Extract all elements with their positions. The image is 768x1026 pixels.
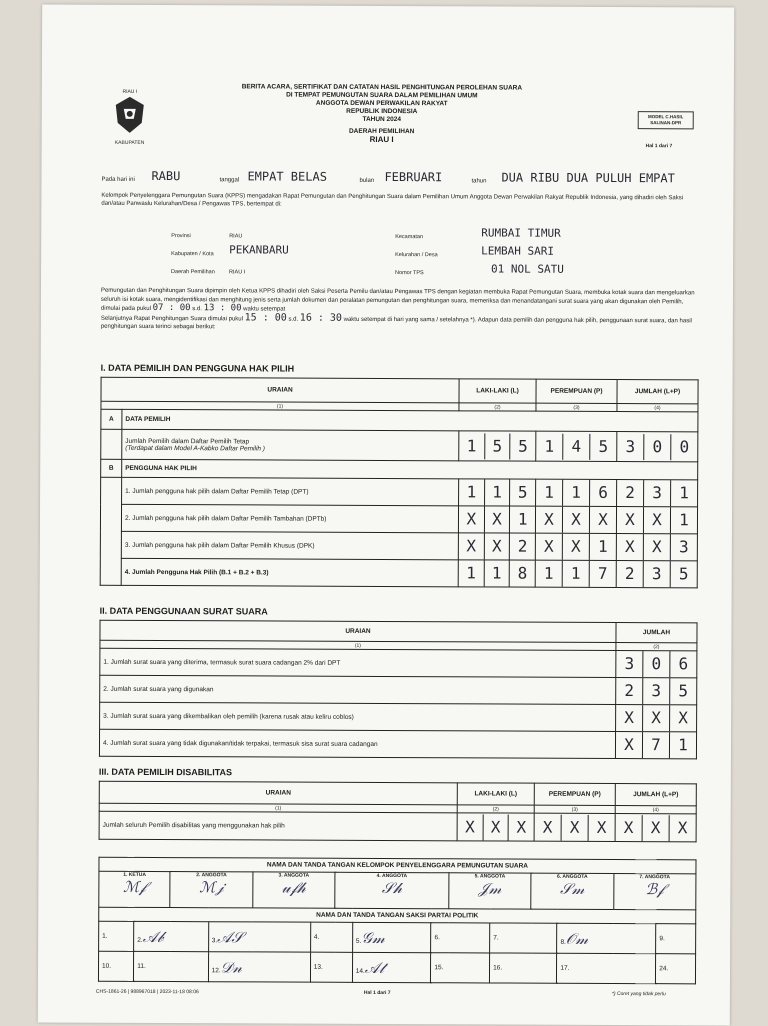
section-1-title: I. DATA PEMILIH DAN PENGGUNA HAK PILIH <box>100 362 295 374</box>
signature-kpps-2: ℳ𝒿 <box>199 878 224 897</box>
handwritten-digit: 7 <box>589 561 616 587</box>
handwritten-digit: 6 <box>669 651 696 677</box>
handwritten-digit: 1 <box>509 507 535 533</box>
handwritten-digit: X <box>624 708 634 728</box>
handwritten-digit: 7 <box>642 732 669 758</box>
signature-kpps-7: ℬ𝒻 <box>645 880 664 899</box>
handwritten-digit: 3 <box>670 534 697 560</box>
signature-saksi-3: 𝒜𝒮 <box>217 927 244 946</box>
handwritten-digit: 6 <box>589 480 616 506</box>
handwritten-digit: 2 <box>625 483 635 503</box>
table-row: 3. Jumlah pengguna hak pilih dalam Daftar Pemilih Khusus (DPK) X X 2 X X 1 X X 3 <box>100 531 697 561</box>
handwritten-digit: 1 <box>589 534 616 560</box>
process-text: Pemungutan dan Penghitungan Suara dipimpin oleh Ketua KPPS dihadiri oleh Saksi Peserta Pemilu dan/atau Pengawas TPS dengan kegiatan membuka Rapat Pemungutan Suara, membuka kotak suara dan mengeluarkan seluruh isi kotak suara, mengidentifikasi dan menghitung jenis serta jumlah dokumen dan peralatan pemungutan dan penghitungan suara, memeriksa dan menandatangani surat suara yang akan digunakan oleh Pemilih, dimulai pada pukul 07 : 00 s.d. 13 : 00 waktu setempat Selanjutnya Rapat Penghitungan Suara dimulai pukul 15 : 00 s.d. 16 : 30 waktu setempat di hari yang sama / setelahnya *). Adapun data pemilih dan pengguna hak pilih, penggunaan surat suara, dan hasil penghitungan suara terinci sebagai berikut: <box>100 287 695 331</box>
handwritten-digit: 5 <box>509 480 535 506</box>
table-row: 4. Jumlah surat suara yang tidak digunakan/tidak terpakai, termasuk sisa surat suara cadangan X 7 1 <box>99 729 696 759</box>
date-value: EMPAT BELAS <box>247 169 327 184</box>
signature-kpps-1: ℳ𝒻 <box>123 877 146 896</box>
handwritten-digit: X <box>624 735 634 755</box>
table-row: 2. Jumlah surat suara yang digunakan 2 3 5 <box>100 675 697 705</box>
handwritten-digit: X <box>466 536 477 556</box>
handwritten-digit: X <box>561 814 588 840</box>
signature-saksi-14: 𝒜𝓉 <box>364 958 385 977</box>
logo-bottom-text: KABUPATEN <box>114 139 145 146</box>
handwritten-digit: 1 <box>543 563 554 583</box>
model-badge: MODEL C.HASIL SALINAN-DPR <box>638 111 694 129</box>
handwritten-digit: 8 <box>509 561 535 587</box>
handwritten-digit: X <box>542 817 553 837</box>
footer-note: *) Coret yang tidak perlu <box>611 990 666 998</box>
handwritten-digit: 3 <box>625 436 636 456</box>
handwritten-digit: X <box>624 537 635 557</box>
saksi-row-1: 1. 2.𝒜𝒷 3.𝒜𝒮 4. 5.𝒢𝓂 6. 7. 8.𝒪𝓂 9. <box>99 921 696 954</box>
handwritten-digit: 2 <box>624 681 635 701</box>
signature-saksi-5: 𝒢𝓂 <box>361 928 385 947</box>
footer-page: Hal 1 dari 7 <box>363 989 391 997</box>
handwritten-digit: 3 <box>643 561 670 587</box>
section-3-table: URAIAN LAKI-LAKI (L) PEREMPUAN (P) JUMLAH (L+P) (1) (2) (3) (4) Jumlah seluruh Pemilih disabilitas yang menggunakan hak pilih X X X X X X X X X <box>99 781 697 843</box>
handwritten-digit: 3 <box>643 480 670 506</box>
handwritten-digit: X <box>669 705 696 731</box>
handwritten-digit: X <box>623 817 634 837</box>
handwritten-digit: 5 <box>589 433 616 459</box>
handwritten-digit: 0 <box>642 651 669 677</box>
handwritten-digit: X <box>543 536 554 556</box>
signature-table: NAMA DAN TANDA TANGAN KELOMPOK PENYELENGGARA PEMUNGUTAN SUARA 1. KETUA ℳ𝒻 2. ANGGOTA ℳ𝒿 3. ANGGOTA 𝓊𝒻𝒽 4. ANGGOTA 𝒮𝒽 5. ANGGOTA 𝒥𝓂 6. ANGGOTA 𝒮𝓂 7. ANGGOTA ℬ𝒻 NAMA DAN TANDA TANGAN SAKSI PARTAI POLITIK 1. 2.𝒜𝒷 3.𝒜𝒮 4. 5.𝒢𝓂 6. 7. 8.𝒪𝓂 9. 10. 11. 12.𝒟𝓃 13. 14.𝒜𝓉 15. 16. 17. 24. <box>98 857 697 985</box>
handwritten-digit: 5 <box>510 433 536 459</box>
handwritten-digit: 1 <box>562 561 589 587</box>
section-1-table: URAIAN LAKI-LAKI (L) PEREMPUAN (P) JUMLAH (L+P) (1) (2) (3) (4) A DATA PEMILIH Jumlah Pemilih dalam Daftar Pemilih Tetap (Terdapat dalam Model A-Kabko Daftar Pemilih ) 1 5 5 1 4 5 3 0 0 B PENGGUNA HAK PILIH 1. Jumlah pengguna hak pilih dalam Daftar Pemilih Tetap (DPT) 1 1 5 1 1 6 2 3 1 2. Jumlah pengguna hak pilih dalam Daftar Pemilih Tambahan (DPTb) X X 1 X X X X X 1 3. Jumlah pengguna hak pilih dalam Daftar Pemilih Khusus (DPK) X X 2 X X 1 X X 3 4. Jumlah Pengguna Hak Pilih (B.1 + B.2 + B.3) 1 1 8 1 1 7 2 3 5 <box>100 377 699 589</box>
handwritten-digit: X <box>562 507 589 533</box>
kpu-logo <box>112 89 148 145</box>
handwritten-digit: X <box>544 509 554 529</box>
intro-text: Kelompok Penyelenggara Pemungutan Suara (KPPS) mengadakan Rapat Pemungutan dan Penghitungan Suara dalam Pemilihan Umum Anggota Dewan Perwakilan Rakyat Republik Indonesia, yang dihadiri oleh Saksi dan/atau Panwaslu Kelurahan/Desa / Pengawas TPS, bertempat di: <box>101 192 684 208</box>
handwritten-digit: 1 <box>544 436 555 456</box>
handwritten-digit: 1 <box>483 560 509 586</box>
handwritten-digit: 1 <box>466 482 477 502</box>
handwritten-digit: X <box>482 814 508 840</box>
handwritten-digit: X <box>483 533 509 559</box>
handwritten-digit: X <box>465 816 475 836</box>
handwritten-digit: X <box>466 509 477 529</box>
signature-kpps-4: 𝒮𝒽 <box>381 878 403 898</box>
day-value: RABU <box>151 168 181 184</box>
table-row: Jumlah Pemilih dalam Daftar Pemilih Tetap (Terdapat dalam Model A-Kabko Daftar Pemilih ) 1 5 5 1 4 5 3 0 0 <box>101 429 698 462</box>
signature-kpps-5: 𝒥𝓂 <box>478 879 502 898</box>
table-row: 2. Jumlah pengguna hak pilih dalam Daftar Pemilih Tambahan (DPTb) X X 1 X X X X X 1 <box>100 504 697 534</box>
handwritten-digit: X <box>508 814 534 840</box>
date-line: Pada hari ini RABU tanggal EMPAT BELAS bulan FEBRUARI tahun DUA RIBU DUA PULUH EMPAT <box>101 168 675 186</box>
handwritten-digit: 1 <box>670 480 697 506</box>
location-block: Provinsi RIAU Kabupaten / Kota PEKANBARU Daerah Pemilihan RIAU I Kecamatan RUMBAI TIMUR Kelurahan / Desa LEMBAH SARI Nomor TPS 01 NOL SATU <box>171 226 564 277</box>
section-2-title: II. DATA PENGGUNAAN SURAT SUARA <box>99 605 268 617</box>
table-row: 3. Jumlah surat suara yang dikembalikan oleh pemilih (karena rusak atau keliru coblos) X X X <box>100 702 697 732</box>
handwritten-digit: X <box>643 534 670 560</box>
handwritten-digit: 2 <box>624 564 635 584</box>
handwritten-digit: X <box>642 705 669 731</box>
signature-kpps-6: 𝒮𝓂 <box>560 879 585 898</box>
signature-saksi-12: 𝒟𝓃 <box>220 957 242 976</box>
garuda-emblem-icon <box>112 95 148 135</box>
signature-saksi-8: 𝒪𝓂 <box>565 929 589 948</box>
handwritten-digit: 1 <box>484 479 510 505</box>
handwritten-digit: X <box>589 507 616 533</box>
kpps-signature-row: 1. KETUA ℳ𝒻 2. ANGGOTA ℳ𝒿 3. ANGGOTA 𝓊𝒻𝒽 4. ANGGOTA 𝒮𝒽 5. ANGGOTA 𝒥𝓂 6. ANGGOTA 𝒮𝓂 7. ANGGOTA ℬ𝒻 <box>99 871 696 910</box>
handwritten-digit: 5 <box>484 433 510 459</box>
signature-saksi-2: 𝒜𝒷 <box>142 927 164 946</box>
signature-kpps-3: 𝓊𝒻𝒽 <box>281 878 306 897</box>
table-row: Jumlah seluruh Pemilih disabilitas yang menggunakan hak pilih X X X X X X X X X <box>99 811 696 842</box>
handwritten-digit: X <box>642 815 669 841</box>
handwritten-digit: 1 <box>669 732 696 758</box>
handwritten-digit: 0 <box>670 434 697 460</box>
table-row: 4. Jumlah Pengguna Hak Pilih (B.1 + B.2 + B.3) 1 1 8 1 1 7 2 3 5 <box>100 558 697 588</box>
handwritten-digit: 1 <box>562 480 589 506</box>
handwritten-digit: 3 <box>624 654 635 674</box>
document-title: BERITA ACARA, SERTIFIKAT DAN CATATAN HASIL PENGHITUNGAN PEROLEHAN SUARA DI TEMPAT PEMUNGUTAN SUARA DALAM PEMILIHAN UMUM ANGGOTA DEWAN PERWAKILAN RAKYAT REPUBLIK INDONESIA TAHUN 2024 DAERAH PEMILIHAN RIAU I <box>241 83 523 145</box>
handwritten-digit: X <box>625 510 635 530</box>
handwritten-digit: 5 <box>670 561 697 587</box>
saksi-row-2: 10. 11. 12.𝒟𝓃 13. 14.𝒜𝓉 15. 16. 17. 24. <box>98 951 695 984</box>
handwritten-digit: 1 <box>670 507 697 533</box>
handwritten-digit: 1 <box>466 435 477 455</box>
handwritten-digit: 2 <box>509 534 535 560</box>
handwritten-digit: 0 <box>643 434 670 460</box>
section-2-table: URAIAN JUMLAH (1) (2) 1. Jumlah surat suara yang diterima, termasuk surat suara cadangan 2% dari DPT 3 0 6 2. Jumlah surat suara yang digunakan 2 3 5 3. Jumlah surat suara yang dikembalikan oleh pemilih (karena rusak atau keliru coblos) X X X 4. Jumlah surat suara yang tidak digunakan/tidak terpakai, termasuk sisa surat suara cadangan X 7 1 <box>99 620 698 760</box>
handwritten-digit: X <box>484 506 510 532</box>
table-row: 1. Jumlah pengguna hak pilih dalam Daftar Pemilih Tetap (DPT) 1 1 5 1 1 6 2 3 1 <box>101 477 698 507</box>
handwritten-digit: X <box>643 507 670 533</box>
page-counter-top: Hal 1 dari 7 <box>645 143 673 150</box>
handwritten-digit: 3 <box>642 678 669 704</box>
handwritten-digit: X <box>588 814 615 840</box>
logo-top-text: RIAU I <box>122 88 138 95</box>
handwritten-digit: X <box>669 815 696 841</box>
form-sheet <box>38 4 734 1025</box>
month-value: FEBRUARI <box>384 169 443 185</box>
section-3-title: III. DATA PEMILIH DISABILITAS <box>98 766 233 778</box>
handwritten-digit: X <box>562 534 589 560</box>
handwritten-digit: 4 <box>562 433 589 459</box>
handwritten-digit: 1 <box>466 563 476 583</box>
year-value: DUA RIBU DUA PULUH EMPAT <box>501 170 675 186</box>
table-row: 1. Jumlah surat suara yang diterima, termasuk surat suara cadangan 2% dari DPT 3 0 6 <box>100 648 697 678</box>
handwritten-digit: 1 <box>544 482 554 502</box>
handwritten-digit: 5 <box>669 678 696 704</box>
footer-code: CHS-1861-26 | 988967018 | 2023-11-18 08:06 <box>95 988 199 996</box>
